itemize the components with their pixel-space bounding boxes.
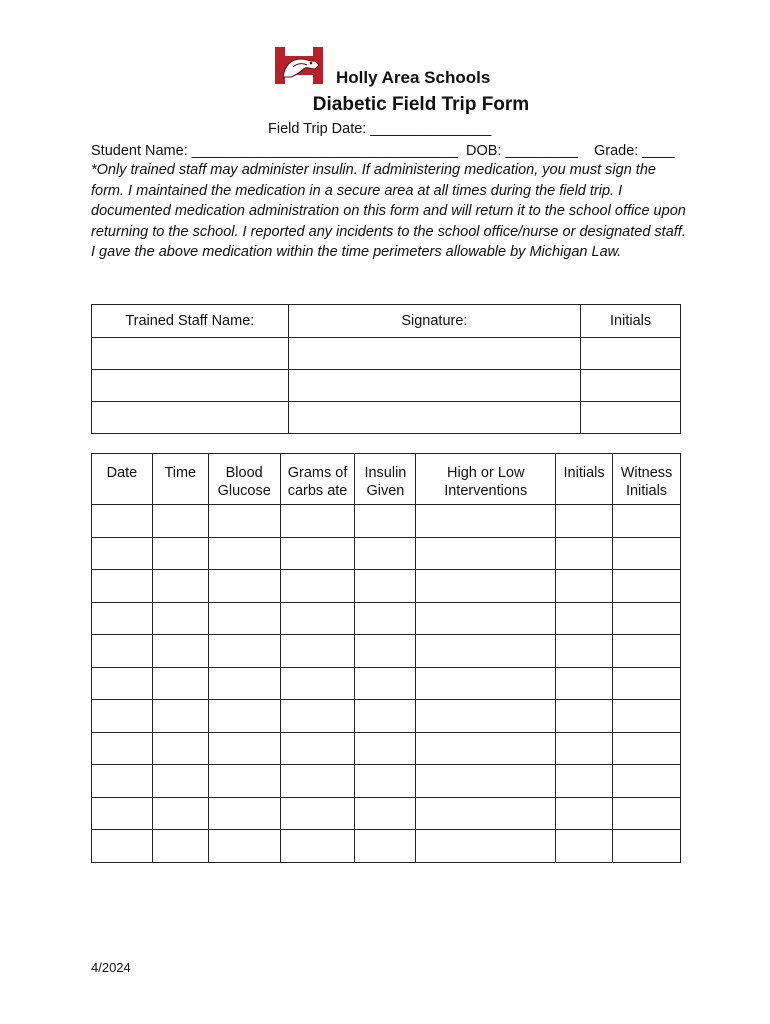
log-cell[interactable] (92, 537, 153, 570)
header-grams-of-carbs: Grams of carbs ate (280, 454, 355, 505)
signature-cell[interactable] (288, 402, 580, 434)
log-cell[interactable] (355, 830, 416, 863)
log-cell[interactable] (613, 635, 681, 668)
header-witness-initials: Witness Initials (613, 454, 681, 505)
log-cell[interactable] (92, 700, 153, 733)
log-cell[interactable] (556, 602, 613, 635)
table-row (92, 570, 681, 603)
log-cell[interactable] (92, 667, 153, 700)
log-cell[interactable] (280, 667, 355, 700)
log-cell[interactable] (208, 537, 280, 570)
log-cell[interactable] (208, 602, 280, 635)
log-cell[interactable] (280, 797, 355, 830)
log-cell[interactable] (280, 765, 355, 798)
log-cell[interactable] (92, 765, 153, 798)
log-cell[interactable] (152, 732, 208, 765)
log-cell[interactable] (152, 505, 208, 538)
log-cell[interactable] (208, 570, 280, 603)
grade-field[interactable]: Grade: ____ (594, 143, 675, 159)
log-cell[interactable] (556, 537, 613, 570)
log-cell[interactable] (208, 830, 280, 863)
log-cell[interactable] (556, 700, 613, 733)
table-row (92, 338, 681, 370)
log-cell[interactable] (416, 667, 556, 700)
form-title: Diabetic Field Trip Form (312, 94, 530, 115)
table-row (92, 667, 681, 700)
log-cell[interactable] (613, 830, 681, 863)
log-cell[interactable] (416, 635, 556, 668)
log-cell[interactable] (416, 537, 556, 570)
log-cell[interactable] (152, 765, 208, 798)
revision-date: 4/2024 (91, 960, 131, 975)
log-cell[interactable] (208, 635, 280, 668)
log-cell[interactable] (280, 830, 355, 863)
header-initials: Initials (581, 305, 681, 338)
staff-name-cell[interactable] (92, 402, 289, 434)
log-cell[interactable] (92, 732, 153, 765)
log-cell[interactable] (92, 570, 153, 603)
log-cell[interactable] (280, 570, 355, 603)
log-cell[interactable] (613, 700, 681, 733)
log-cell[interactable] (92, 797, 153, 830)
table-row (92, 537, 681, 570)
log-cell[interactable] (92, 635, 153, 668)
header-initials: Initials (556, 454, 613, 505)
staff-table-header (92, 305, 681, 338)
log-cell[interactable] (280, 732, 355, 765)
table-row (92, 700, 681, 733)
header-signature: Signature: (288, 305, 580, 338)
school-name: Holly Area Schools (336, 68, 491, 87)
log-cell[interactable] (280, 505, 355, 538)
table-row (92, 402, 681, 434)
log-cell[interactable] (92, 505, 153, 538)
dob-field[interactable]: DOB: _________ (466, 143, 579, 159)
log-cell[interactable] (208, 732, 280, 765)
header-insulin-given: Insulin Given (355, 454, 416, 505)
header-date: Date (92, 454, 153, 505)
log-cell[interactable] (92, 830, 153, 863)
log-cell[interactable] (416, 505, 556, 538)
log-cell[interactable] (556, 732, 613, 765)
log-cell[interactable] (556, 505, 613, 538)
log-cell[interactable] (152, 635, 208, 668)
log-cell[interactable] (416, 797, 556, 830)
log-cell[interactable] (280, 602, 355, 635)
log-cell[interactable] (355, 602, 416, 635)
log-cell[interactable] (556, 570, 613, 603)
log-cell[interactable] (355, 765, 416, 798)
header-time: Time (152, 454, 208, 505)
school-logo (275, 47, 323, 84)
table-row (92, 765, 681, 798)
table-row (92, 797, 681, 830)
log-cell[interactable] (416, 602, 556, 635)
log-cell[interactable] (152, 830, 208, 863)
initials-cell[interactable] (581, 402, 681, 434)
table-row (92, 370, 681, 402)
log-cell[interactable] (556, 830, 613, 863)
log-table-header (92, 454, 681, 505)
log-cell[interactable] (208, 667, 280, 700)
medication-notice: *Only trained staff may administer insulin. If administering medication, you must sign the form. I maintained the medication in a secure area at all times during the field trip. I documented medication administration on this form and will return it to the school office upon returning to the school. I reported any incidents to the school office/nurse or designated staff. I gave the above medication within the time perimeters allowable by Michigan Law. (91, 162, 686, 261)
log-cell[interactable] (556, 797, 613, 830)
staff-signature-table (91, 304, 681, 434)
table-row (92, 830, 681, 863)
table-row (92, 505, 681, 538)
log-cell[interactable] (280, 700, 355, 733)
log-cell[interactable] (92, 602, 153, 635)
log-cell[interactable] (355, 732, 416, 765)
log-cell[interactable] (613, 602, 681, 635)
initials-cell[interactable] (581, 338, 681, 370)
log-cell[interactable] (355, 635, 416, 668)
log-cell[interactable] (416, 700, 556, 733)
log-cell[interactable] (613, 765, 681, 798)
header-interventions: High or Low Interventions (416, 454, 556, 505)
log-cell[interactable] (556, 667, 613, 700)
log-cell[interactable] (152, 797, 208, 830)
log-cell[interactable] (208, 765, 280, 798)
log-cell[interactable] (416, 732, 556, 765)
medication-log-table (91, 453, 681, 863)
staff-name-cell[interactable] (92, 338, 289, 370)
log-cell[interactable] (416, 765, 556, 798)
log-cell[interactable] (208, 505, 280, 538)
log-cell[interactable] (152, 537, 208, 570)
table-row (92, 732, 681, 765)
table-row (92, 602, 681, 635)
log-cell[interactable] (416, 570, 556, 603)
staff-name-cell[interactable] (92, 370, 289, 402)
signature-cell[interactable] (288, 370, 580, 402)
log-cell[interactable] (208, 700, 280, 733)
log-cell[interactable] (208, 797, 280, 830)
log-cell[interactable] (556, 635, 613, 668)
log-cell[interactable] (355, 700, 416, 733)
log-cell[interactable] (152, 570, 208, 603)
log-cell[interactable] (355, 667, 416, 700)
log-cell[interactable] (613, 505, 681, 538)
log-cell[interactable] (355, 797, 416, 830)
header-staff-name: Trained Staff Name: (92, 305, 289, 338)
log-cell[interactable] (613, 732, 681, 765)
log-cell[interactable] (355, 570, 416, 603)
log-cell[interactable] (280, 635, 355, 668)
log-cell[interactable] (152, 667, 208, 700)
initials-cell[interactable] (581, 370, 681, 402)
table-row (92, 635, 681, 668)
log-cell[interactable] (613, 570, 681, 603)
log-cell[interactable] (613, 797, 681, 830)
log-cell[interactable] (355, 537, 416, 570)
log-cell[interactable] (556, 765, 613, 798)
log-cell[interactable] (613, 667, 681, 700)
signature-cell[interactable] (288, 338, 580, 370)
log-cell[interactable] (152, 700, 208, 733)
field-trip-date-field[interactable]: Field Trip Date: _______________ (268, 121, 492, 137)
log-cell[interactable] (416, 830, 556, 863)
log-cell[interactable] (613, 537, 681, 570)
log-cell[interactable] (152, 602, 208, 635)
log-cell[interactable] (280, 537, 355, 570)
student-name-field[interactable]: Student Name: _________________________________ (91, 143, 458, 159)
header-blood-glucose: Blood Glucose (208, 454, 280, 505)
log-cell[interactable] (355, 505, 416, 538)
